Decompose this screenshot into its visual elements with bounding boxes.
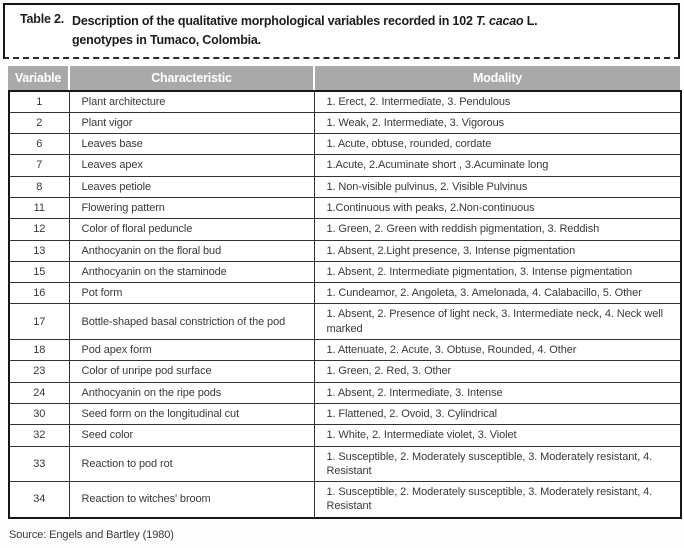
characteristic-cell: Leaves base xyxy=(69,134,314,155)
variable-cell: 34 xyxy=(9,482,69,518)
table-row xyxy=(9,197,681,218)
table-row xyxy=(9,361,681,382)
characteristic-cell: Pot form xyxy=(69,283,314,304)
modality-cell: 1. Flattened, 2. Ovoid, 3. Cylindrical xyxy=(314,403,681,424)
table-row xyxy=(9,425,681,446)
table-body-grid xyxy=(8,90,682,519)
characteristic-cell: Anthocyanin on the ripe pods xyxy=(69,382,314,403)
modality-cell: 1. Erect, 2. Intermediate, 3. Pendulous xyxy=(314,91,681,113)
caption-text-after-species: L. xyxy=(523,14,538,28)
variable-cell: 17 xyxy=(9,304,69,340)
table-row xyxy=(9,112,681,133)
variables-table xyxy=(8,66,680,519)
characteristic-cell: Color of floral peduncle xyxy=(69,219,314,240)
table-caption xyxy=(72,12,668,50)
table-row xyxy=(9,446,681,482)
variable-cell: 16 xyxy=(9,283,69,304)
modality-cell: 1.Acute, 2.Acuminate short , 3.Acuminate long xyxy=(314,155,681,176)
table-row xyxy=(9,176,681,197)
characteristic-cell: Seed form on the longitudinal cut xyxy=(69,403,314,424)
variable-cell: 12 xyxy=(9,219,69,240)
modality-cell: 1. Green, 2. Red, 3. Other xyxy=(314,361,681,382)
table-row xyxy=(9,219,681,240)
variable-cell: 18 xyxy=(9,340,69,361)
characteristic-cell: Reaction to pod rot xyxy=(69,446,314,482)
caption-line2: genotypes in Tumaco, Colombia. xyxy=(72,32,261,47)
table-row xyxy=(9,482,681,518)
characteristic-cell: Reaction to witches' broom xyxy=(69,482,314,518)
variable-cell: 6 xyxy=(9,134,69,155)
source-note: Source: Engels and Bartley (1980) xyxy=(9,528,174,541)
variable-cell: 7 xyxy=(9,155,69,176)
column-header-variable: Variable xyxy=(14,70,62,85)
characteristic-cell: Color of unripe pod surface xyxy=(69,361,314,382)
characteristic-cell: Flowering pattern xyxy=(69,197,314,218)
modality-cell: 1. Attenuate, 2. Acute, 3. Obtuse, Rounded, 4. Other xyxy=(314,340,681,361)
characteristic-cell: Plant vigor xyxy=(69,112,314,133)
table-row xyxy=(9,91,681,113)
table-row xyxy=(9,134,681,155)
characteristic-cell: Plant architecture xyxy=(69,91,314,113)
characteristic-cell: Seed color xyxy=(69,425,314,446)
table-caption-box xyxy=(3,3,680,59)
modality-cell: 1. Absent, 2. Intermediate pigmentation, 3. Intense pigmentation xyxy=(314,261,681,282)
table-row xyxy=(9,403,681,424)
modality-cell: 1. Susceptible, 2. Moderately susceptible, 3. Moderately resistant, 4. Resistant xyxy=(314,482,681,518)
table-row xyxy=(9,155,681,176)
modality-cell: 1.Continuous with peaks, 2.Non-continuous xyxy=(314,197,681,218)
characteristic-cell: Leaves apex xyxy=(69,155,314,176)
column-header-modality: Modality xyxy=(313,66,680,90)
variable-cell: 11 xyxy=(9,197,69,218)
characteristic-cell: Bottle-shaped basal constriction of the pod xyxy=(69,304,314,340)
modality-cell: 1. Cundeamor, 2. Angoleta, 3. Amelonada, 4. Calabacillo, 5. Other xyxy=(314,283,681,304)
characteristic-cell: Pod apex form xyxy=(69,340,314,361)
variable-cell: 24 xyxy=(9,382,69,403)
table-row xyxy=(9,240,681,261)
modality-cell: 1. Absent, 2. Intermediate, 3. Intense xyxy=(314,382,681,403)
characteristic-cell: Leaves petiole xyxy=(69,176,314,197)
modality-cell: 1. Susceptible, 2. Moderately susceptible, 3. Moderately resistant, 4. Resistant xyxy=(314,446,681,482)
characteristic-cell: Anthocyanin on the floral bud xyxy=(69,240,314,261)
variable-cell: 30 xyxy=(9,403,69,424)
variable-cell: 1 xyxy=(9,91,69,113)
variable-cell: 13 xyxy=(9,240,69,261)
modality-cell: 1. Green, 2. Green with reddish pigmentation, 3. Reddish xyxy=(314,219,681,240)
variable-cell: 8 xyxy=(9,176,69,197)
table-row xyxy=(9,382,681,403)
variable-cell: 33 xyxy=(9,446,69,482)
table-header-row xyxy=(8,66,680,90)
column-header-characteristic: Characteristic xyxy=(68,66,313,90)
modality-cell: 1. Absent, 2. Presence of light neck, 3. Intermediate neck, 4. Neck well marked xyxy=(314,304,681,340)
modality-cell: 1. Absent, 2.Light presence, 3. Intense pigmentation xyxy=(314,240,681,261)
modality-cell: 1. Acute, obtuse, rounded, cordate xyxy=(314,134,681,155)
modality-cell: 1. Weak, 2. Intermediate, 3. Vigorous xyxy=(314,112,681,133)
table-number-label: Table 2. xyxy=(20,12,65,26)
table-row xyxy=(9,340,681,361)
modality-cell: 1. White, 2. Intermediate violet, 3. Violet xyxy=(314,425,681,446)
table-row xyxy=(9,283,681,304)
characteristic-cell: Anthocyanin on the staminode xyxy=(69,261,314,282)
table-row xyxy=(9,304,681,340)
variable-cell: 32 xyxy=(9,425,69,446)
variable-cell: 23 xyxy=(9,361,69,382)
table-body xyxy=(9,91,681,518)
caption-text-before-species: Description of the qualitative morphological variables recorded in 102 xyxy=(72,14,476,28)
table-row xyxy=(9,261,681,282)
variable-cell: 2 xyxy=(9,112,69,133)
variable-cell: 15 xyxy=(9,261,69,282)
modality-cell: 1. Non-visible pulvinus, 2. Visible Pulvinus xyxy=(314,176,681,197)
species-name: T. cacao xyxy=(475,14,524,28)
